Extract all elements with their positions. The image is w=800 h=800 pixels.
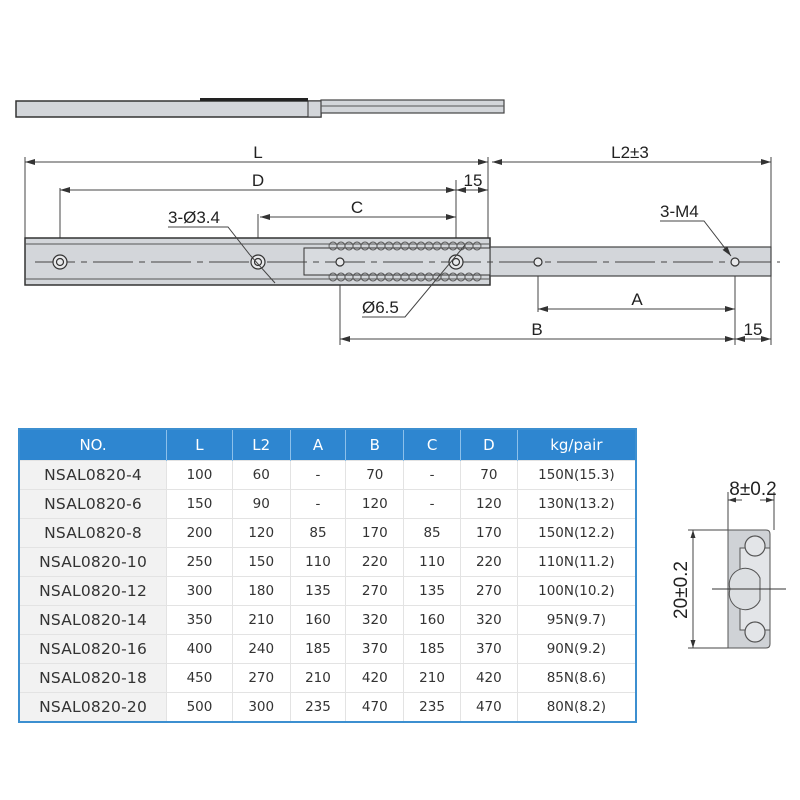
cell-b: 320 bbox=[346, 606, 404, 635]
table-row bbox=[19, 693, 636, 723]
cell-l: 400 bbox=[167, 635, 233, 664]
cell-load: 130N(13.2) bbox=[517, 490, 636, 519]
dim-L-label: L bbox=[253, 143, 263, 162]
table-row bbox=[19, 490, 636, 519]
table-row bbox=[19, 606, 636, 635]
cell-l: 100 bbox=[167, 461, 233, 490]
col-header-no: NO. bbox=[19, 429, 167, 461]
cell-b: 470 bbox=[346, 693, 404, 723]
table-row bbox=[19, 548, 636, 577]
cell-d: 70 bbox=[460, 461, 517, 490]
cell-load: 150N(15.3) bbox=[517, 461, 636, 490]
cell-b: 120 bbox=[346, 490, 404, 519]
col-header-a: A bbox=[290, 429, 346, 461]
cell-c: 235 bbox=[404, 693, 461, 723]
cell-no: NSAL0820-16 bbox=[19, 635, 167, 664]
cell-c: 210 bbox=[404, 664, 461, 693]
cell-l: 300 bbox=[167, 577, 233, 606]
rail-side-view bbox=[16, 98, 504, 117]
cell-a: 160 bbox=[290, 606, 346, 635]
cell-l2: 270 bbox=[232, 664, 290, 693]
cell-a: 210 bbox=[290, 664, 346, 693]
table-row bbox=[19, 635, 636, 664]
callout-mounting-holes: 3-Ø3.4 bbox=[168, 208, 220, 227]
callout-threaded-holes: 3-M4 bbox=[660, 202, 699, 221]
cell-a: 85 bbox=[290, 519, 346, 548]
cell-c: 135 bbox=[404, 577, 461, 606]
cell-l2: 180 bbox=[232, 577, 290, 606]
cell-d: 120 bbox=[460, 490, 517, 519]
dim-D-label: D bbox=[251, 171, 265, 190]
cell-l2: 210 bbox=[232, 606, 290, 635]
cell-no: NSAL0820-18 bbox=[19, 664, 167, 693]
dim-B-label: B bbox=[531, 320, 543, 339]
cell-c: 160 bbox=[404, 606, 461, 635]
cell-d: 320 bbox=[460, 606, 517, 635]
cell-d: 170 bbox=[460, 519, 517, 548]
cell-b: 220 bbox=[346, 548, 404, 577]
cell-b: 420 bbox=[346, 664, 404, 693]
col-header-load: kg/pair bbox=[517, 429, 636, 461]
cell-d: 420 bbox=[460, 664, 517, 693]
table-row bbox=[19, 461, 636, 490]
callout-access-hole: Ø6.5 bbox=[362, 298, 399, 317]
cell-l: 500 bbox=[167, 693, 233, 723]
cell-b: 370 bbox=[346, 635, 404, 664]
cell-no: NSAL0820-20 bbox=[19, 693, 167, 723]
table-header-row bbox=[19, 429, 636, 461]
cell-load: 110N(11.2) bbox=[517, 548, 636, 577]
dim-A-label: A bbox=[631, 290, 643, 309]
cell-l2: 120 bbox=[232, 519, 290, 548]
table-row bbox=[19, 577, 636, 606]
cell-load: 80N(8.2) bbox=[517, 693, 636, 723]
table-row bbox=[19, 664, 636, 693]
cell-d: 470 bbox=[460, 693, 517, 723]
col-header-l2: L2 bbox=[232, 429, 290, 461]
rail-cross-section bbox=[660, 470, 800, 670]
cell-a: 185 bbox=[290, 635, 346, 664]
cell-l: 350 bbox=[167, 606, 233, 635]
cell-no: NSAL0820-14 bbox=[19, 606, 167, 635]
cell-a: 235 bbox=[290, 693, 346, 723]
dim-C-label: C bbox=[350, 198, 364, 217]
cell-l2: 240 bbox=[232, 635, 290, 664]
cell-no: NSAL0820-10 bbox=[19, 548, 167, 577]
cell-no: NSAL0820-6 bbox=[19, 490, 167, 519]
cell-a: - bbox=[290, 490, 346, 519]
cell-b: 70 bbox=[346, 461, 404, 490]
cell-c: - bbox=[404, 490, 461, 519]
col-header-d: D bbox=[460, 429, 517, 461]
cell-load: 85N(8.6) bbox=[517, 664, 636, 693]
table-row bbox=[19, 519, 636, 548]
profile-height-label: 20±0.2 bbox=[671, 561, 692, 619]
col-header-b: B bbox=[346, 429, 404, 461]
cell-no: NSAL0820-4 bbox=[19, 461, 167, 490]
cell-a: - bbox=[290, 461, 346, 490]
cell-l: 250 bbox=[167, 548, 233, 577]
cell-d: 220 bbox=[460, 548, 517, 577]
cell-l2: 150 bbox=[232, 548, 290, 577]
cell-load: 150N(12.2) bbox=[517, 519, 636, 548]
cell-l: 150 bbox=[167, 490, 233, 519]
cell-no: NSAL0820-12 bbox=[19, 577, 167, 606]
cell-d: 270 bbox=[460, 577, 517, 606]
profile-width-label: 8±0.2 bbox=[729, 479, 777, 500]
cell-c: 110 bbox=[404, 548, 461, 577]
dim-15-top-label: 15 bbox=[463, 171, 483, 190]
cell-l2: 90 bbox=[232, 490, 290, 519]
cell-l2: 60 bbox=[232, 461, 290, 490]
specification-table bbox=[18, 428, 637, 723]
cell-b: 270 bbox=[346, 577, 404, 606]
dim-L2-label: L2±3 bbox=[611, 143, 649, 162]
cell-c: 185 bbox=[404, 635, 461, 664]
cell-c: - bbox=[404, 461, 461, 490]
cell-a: 110 bbox=[290, 548, 346, 577]
cell-load: 90N(9.2) bbox=[517, 635, 636, 664]
col-header-c: C bbox=[404, 429, 461, 461]
dim-15-bottom-label: 15 bbox=[743, 320, 763, 339]
cell-c: 85 bbox=[404, 519, 461, 548]
col-header-l: L bbox=[167, 429, 233, 461]
rail-top-view bbox=[25, 238, 780, 285]
cell-d: 370 bbox=[460, 635, 517, 664]
cell-load: 100N(10.2) bbox=[517, 577, 636, 606]
cell-b: 170 bbox=[346, 519, 404, 548]
cell-l2: 300 bbox=[232, 693, 290, 723]
cell-load: 95N(9.7) bbox=[517, 606, 636, 635]
cell-l: 200 bbox=[167, 519, 233, 548]
cell-l: 450 bbox=[167, 664, 233, 693]
cell-a: 135 bbox=[290, 577, 346, 606]
cell-no: NSAL0820-8 bbox=[19, 519, 167, 548]
